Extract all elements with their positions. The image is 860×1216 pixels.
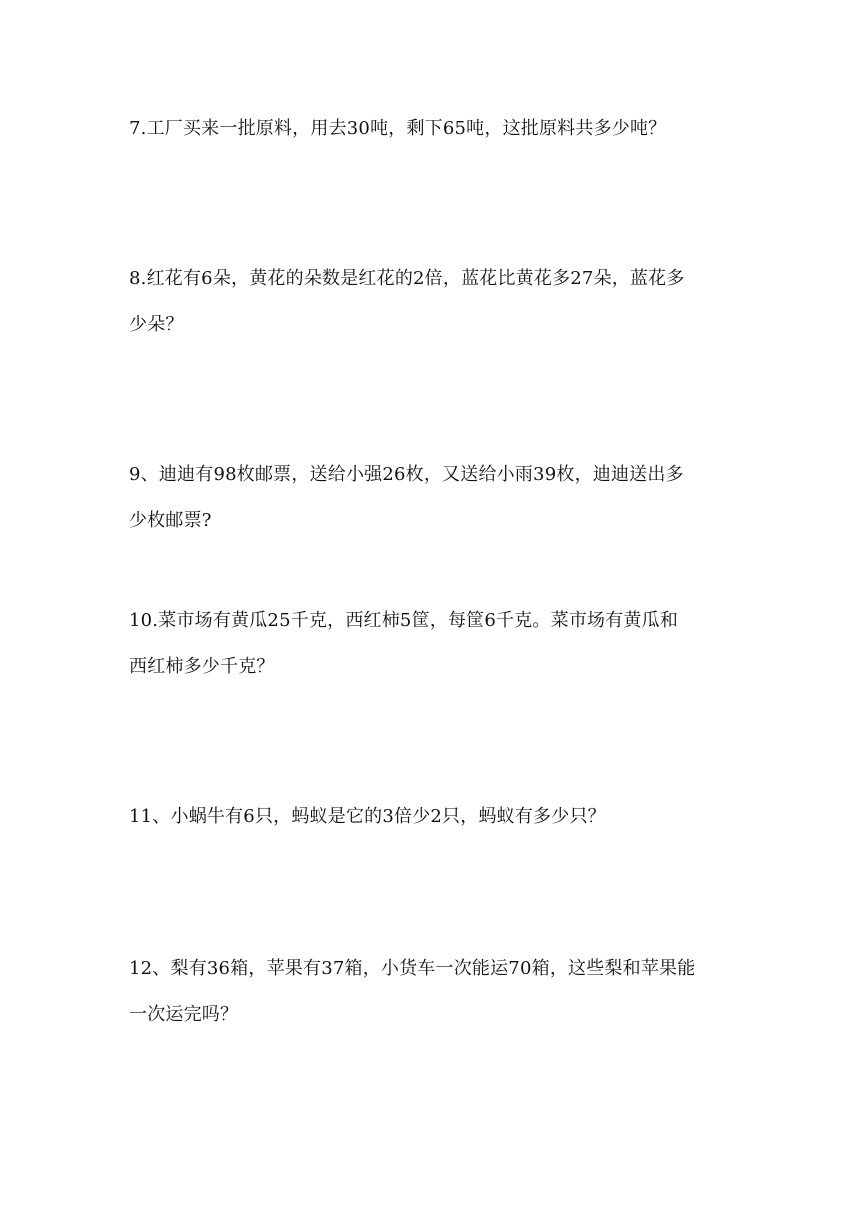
problem-10-line-1: 10.菜市场有黄瓜25千克，西红柿5筐，每筐6千克。菜市场有黄瓜和 bbox=[129, 610, 679, 631]
problem-10 bbox=[129, 598, 739, 690]
problem-9-line-1: 9、迪迪有98枚邮票，送给小强26枚，又送给小雨39枚，迪迪送出多 bbox=[129, 464, 684, 485]
problem-11-line-1: 11、小蜗牛有6只，蚂蚁是它的3倍少2只，蚂蚁有多少只？ bbox=[129, 806, 606, 827]
problem-10-line-2: 西红柿多少千克？ bbox=[129, 656, 275, 677]
problem-12-line-1: 12、梨有36箱，苹果有37箱，小货车一次能运70箱，这些梨和苹果能 bbox=[129, 958, 696, 979]
problem-9-line-2: 少枚邮票? bbox=[129, 510, 212, 531]
problem-9 bbox=[129, 452, 739, 544]
problem-8 bbox=[129, 256, 739, 348]
problem-7-line-1: 7.工厂买来一批原料，用去30吨，剩下65吨，这批原料共多少吨？ bbox=[129, 118, 667, 139]
problem-8-line-2: 少朵？ bbox=[129, 314, 184, 335]
problem-8-line-1: 8.红花有6朵，黄花的朵数是红花的2倍，蓝花比黄花多27朵，蓝花多 bbox=[129, 268, 685, 289]
problem-7 bbox=[129, 106, 739, 152]
problem-11 bbox=[129, 794, 739, 840]
problem-12-line-2: 一次运完吗？ bbox=[129, 1004, 239, 1025]
problem-12 bbox=[129, 946, 739, 1038]
